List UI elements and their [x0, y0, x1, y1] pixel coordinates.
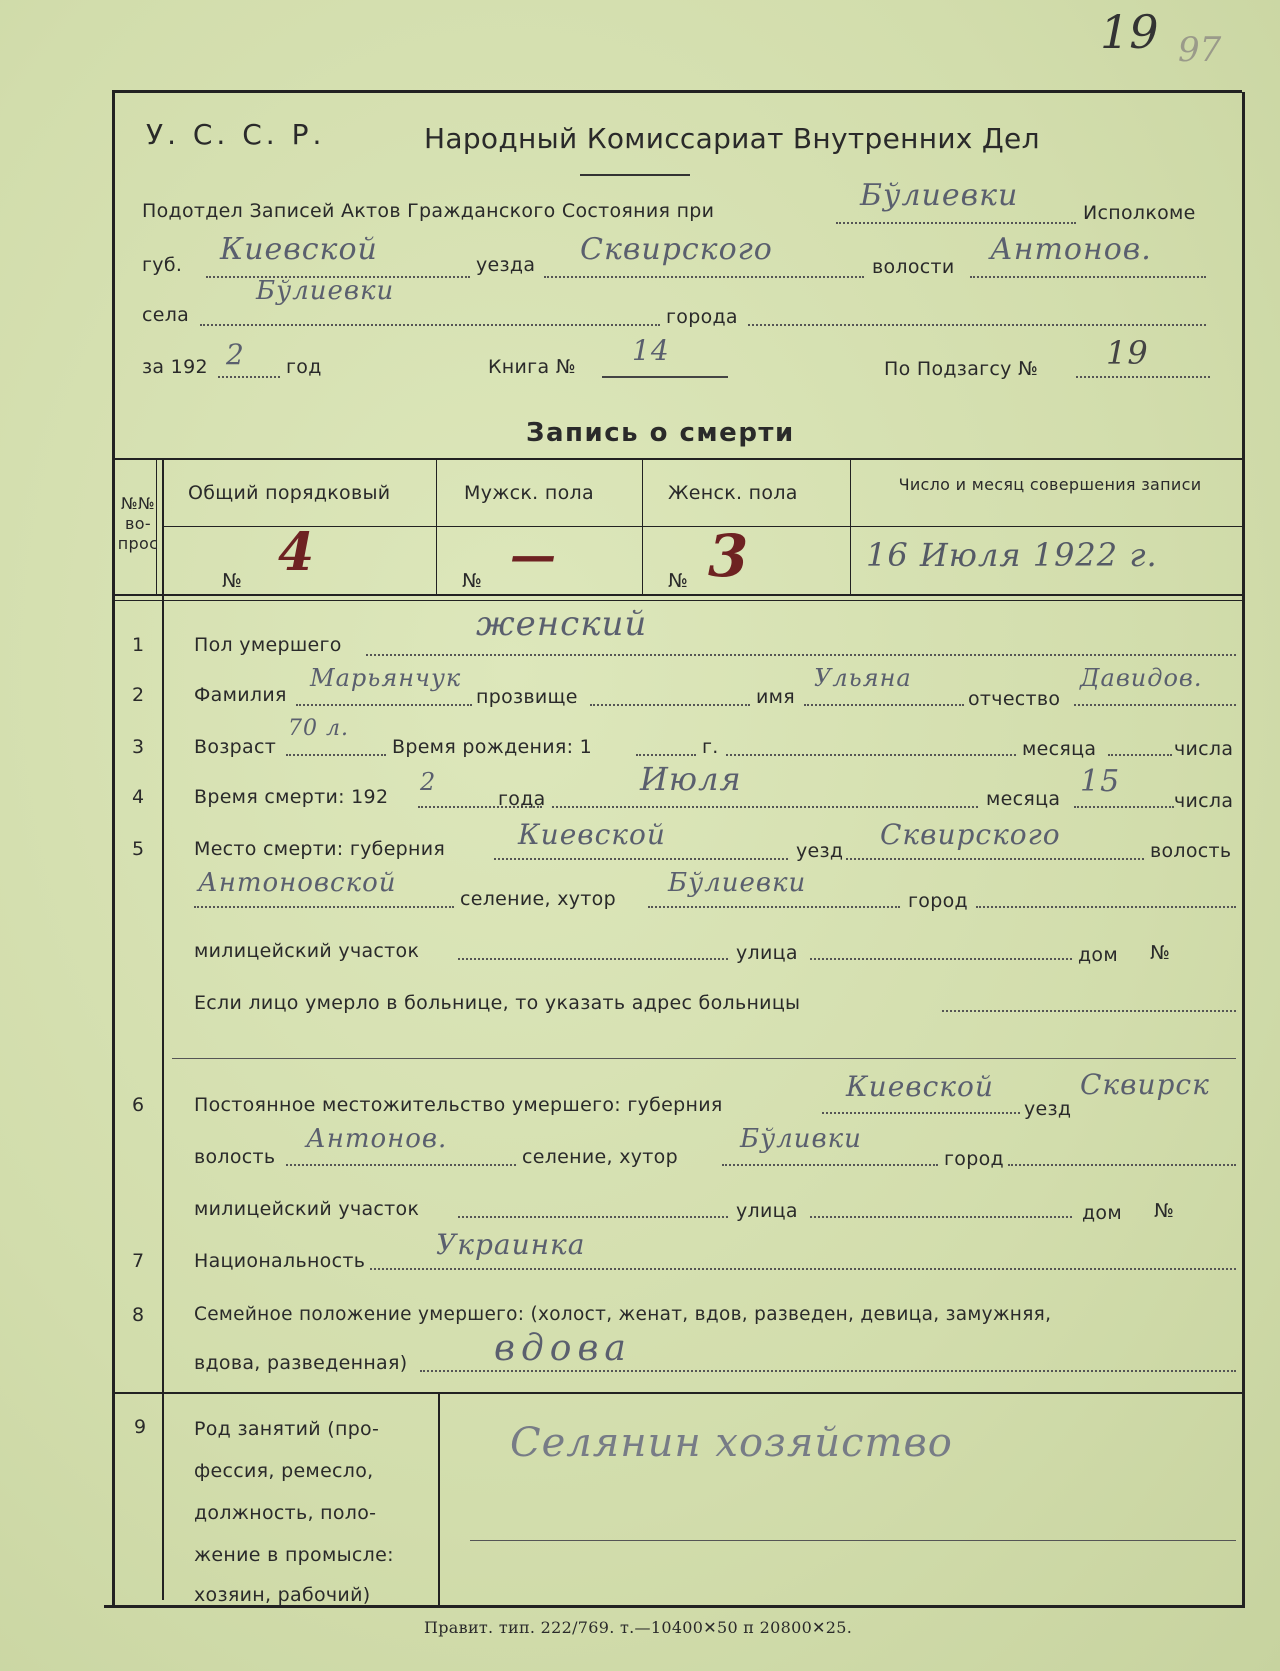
subdept-value: Бўлиевки — [860, 178, 1019, 213]
selo-field-line — [200, 324, 660, 326]
gorod-header-label: города — [666, 306, 738, 328]
sex-label: Пол умершего — [194, 634, 342, 656]
death-selenie-value: Бўлиевки — [668, 868, 807, 898]
surname-label: Фамилия — [194, 684, 287, 706]
selo-value: Бўлиевки — [256, 276, 395, 306]
death-police-label: милицейский участок — [194, 940, 420, 962]
row-number: 4 — [132, 786, 145, 808]
col-question-header: №№ во- прос — [117, 494, 159, 553]
name-field-line — [804, 704, 964, 706]
executive-label: Исполкоме — [1083, 202, 1196, 224]
podzags-field-line — [1076, 376, 1210, 378]
death-gub-value: Киевской — [518, 818, 666, 851]
sex-value: женский — [476, 604, 648, 644]
death-day-label: числа — [1174, 790, 1234, 812]
res-street-label: улица — [736, 1200, 798, 1222]
res-selenie-value: Бўливки — [740, 1124, 862, 1154]
table-col-line-2 — [436, 458, 437, 594]
death-month-label: месяца — [986, 788, 1061, 810]
book-field-line — [602, 376, 728, 378]
volost-header-field-line — [970, 276, 1206, 278]
total-value: 4 — [278, 522, 315, 583]
res-house-label: дом — [1082, 1202, 1122, 1224]
occupation-line — [470, 1540, 1236, 1541]
male-no-label: № — [462, 570, 483, 592]
birth-month-label: месяца — [1022, 738, 1097, 760]
male-value: — — [510, 528, 556, 582]
res-house-no-sign: № — [1154, 1200, 1175, 1222]
res-volost-value: Антонов. — [306, 1124, 448, 1154]
nationality-label: Национальность — [194, 1250, 366, 1272]
female-no-label: № — [668, 570, 689, 592]
res-volost-label: волость — [194, 1146, 276, 1168]
res-gorod-label: город — [944, 1148, 1004, 1170]
occupation-label-2: фессия, ремесло, — [194, 1460, 374, 1482]
birth-g-label: г. — [702, 736, 719, 758]
death-uezd-value: Сквирского — [880, 818, 1061, 851]
age-label: Возраст — [194, 736, 277, 758]
table-bottom-line — [112, 594, 1244, 596]
year-value: 2 — [226, 338, 245, 371]
table-col-line-3 — [642, 458, 643, 594]
death-day-field-line — [1074, 806, 1174, 808]
name-value: Ульяна — [814, 664, 912, 692]
table-col-line-4 — [850, 458, 851, 594]
table-bottom-line-2 — [112, 600, 1244, 601]
death-uezd-label: уезд — [796, 840, 844, 862]
death-gorod-field-line — [976, 906, 1236, 908]
death-street-label: улица — [736, 942, 798, 964]
birth-day-label: числа — [1174, 738, 1234, 760]
death-volost-field-line — [194, 906, 454, 908]
res-gub-value: Киевской — [846, 1070, 994, 1103]
occupation-label-3: должность, поло- — [194, 1502, 377, 1524]
archive-number: 19 — [1100, 5, 1159, 59]
col-date-header: Число и месяц совершения записи — [898, 475, 1202, 494]
header-divider — [580, 174, 690, 176]
birth-day-field-line — [1108, 754, 1172, 756]
marital-label: Семейное положение умершего: (холост, женат, вдов, разведен, девица, замужняя, — [194, 1304, 1052, 1325]
marital-value: вдова — [494, 1328, 632, 1369]
res-street-field-line — [810, 1216, 1072, 1218]
subdept-field-line — [836, 222, 1076, 224]
frame-left — [112, 92, 115, 1608]
occupation-label-4: жение в промысле: — [194, 1544, 394, 1566]
marital-field-line — [420, 1370, 1236, 1372]
death-selenie-field-line — [648, 906, 900, 908]
table-top-line — [112, 458, 1244, 460]
res-uezd-label: уезд — [1024, 1098, 1072, 1120]
death-year-value: 2 — [420, 768, 437, 796]
hospital-field-line — [942, 1010, 1236, 1012]
res-police-field-line — [458, 1216, 728, 1218]
row-number: 2 — [132, 684, 145, 706]
top-rule — [112, 90, 1242, 93]
sex-field-line — [366, 654, 1236, 656]
patronymic-label: отчество — [968, 688, 1061, 710]
death-police-field-line — [458, 958, 728, 960]
marital-label-2: вдова, разведенная) — [194, 1352, 408, 1374]
printer-footer: Правит. тип. 222/769. т.—10400✕50 п 20800✕25. — [424, 1618, 853, 1637]
year-label-prefix: за 192 — [142, 356, 208, 378]
podzags-value: 19 — [1106, 334, 1149, 372]
death-month-field-line — [552, 806, 978, 808]
occupation-col-line — [438, 1394, 440, 1606]
uezd-header-value: Сквирского — [580, 232, 773, 267]
form-title: Запись о смерти — [526, 418, 795, 448]
death-place-label: Место смерти: губерния — [194, 838, 446, 860]
selo-label: села — [142, 304, 190, 326]
death-gub-field-line — [494, 858, 788, 860]
surname-field-line — [296, 704, 472, 706]
birth-month-field-line — [726, 754, 1016, 756]
gub-label: губ. — [142, 254, 183, 276]
res-gub-field-line — [822, 1112, 1020, 1114]
subdept-label: Подотдел Записей Актов Гражданского Состояния при — [142, 200, 715, 222]
row-number: 7 — [132, 1250, 145, 1272]
name-label: имя — [756, 686, 796, 708]
death-label: Время смерти: 192 — [194, 786, 389, 808]
occupation-value: Селянин хозяйство — [510, 1420, 953, 1466]
uezd-header-label: уезда — [476, 254, 536, 276]
hospital-label: Если лицо умерло в больнице, то указать адрес больницы — [194, 992, 801, 1014]
year-label-suffix: год — [286, 356, 322, 378]
row-number: 6 — [132, 1094, 145, 1116]
row-number: 9 — [134, 1416, 147, 1438]
death-house-no-sign: № — [1150, 942, 1171, 964]
death-volost-value: Антоновской — [198, 868, 397, 898]
row-number: 1 — [132, 634, 145, 656]
residence-label: Постоянное местожительство умершего: губерния — [194, 1094, 723, 1116]
book-label: Книга № — [488, 356, 576, 378]
res-gorod-field-line — [1008, 1164, 1236, 1166]
book-value: 14 — [632, 334, 670, 367]
death-street-field-line — [810, 958, 1072, 960]
total-no-label: № — [222, 570, 243, 592]
table-header-line — [164, 526, 1244, 527]
female-value: 3 — [708, 522, 749, 590]
row-number: 3 — [132, 736, 145, 758]
row-number: 8 — [132, 1304, 145, 1326]
age-value: 70 л. — [288, 716, 349, 741]
year-field-line — [218, 376, 280, 378]
patronymic-value: Давидов. — [1080, 664, 1203, 692]
age-field-line — [286, 754, 386, 756]
table-col-line-1 — [162, 458, 164, 1600]
gub-value: Киевской — [220, 232, 378, 267]
birth-year-field-line — [636, 754, 696, 756]
death-uezd-field-line — [846, 858, 1144, 860]
occupation-top-line — [112, 1392, 1244, 1394]
death-year-word: года — [498, 788, 546, 810]
nickname-field-line — [590, 704, 750, 706]
col-male-header: Мужск. пола — [464, 482, 594, 504]
birth-label: Время рождения: 1 — [392, 736, 593, 758]
col-female-header: Женск. пола — [668, 482, 798, 504]
res-selenie-field-line — [722, 1164, 938, 1166]
gorod-header-field-line — [748, 324, 1206, 326]
death-volost-label: волость — [1150, 840, 1232, 862]
row-number: 5 — [132, 838, 145, 860]
res-uezd-value: Сквирск — [1080, 1068, 1210, 1101]
death-house-label: дом — [1078, 944, 1118, 966]
occupation-label-5: хозяин, рабочий) — [194, 1584, 371, 1606]
nationality-value: Украинка — [436, 1228, 586, 1261]
death-selenie-label: селение, хутор — [460, 888, 616, 910]
col-total-header: Общий порядковый — [188, 482, 391, 504]
occupation-label-1: Род занятий (про- — [194, 1418, 380, 1440]
record-date-value: 16 Июля 1922 г. — [866, 536, 1158, 574]
res-police-label: милицейский участок — [194, 1198, 420, 1220]
archive-number-faded: 97 — [1178, 30, 1222, 70]
nationality-field-line — [370, 1268, 1236, 1270]
ussr-label: У. С. С. Р. — [146, 118, 326, 151]
surname-value: Марьянчук — [310, 664, 462, 692]
frame-right — [1242, 92, 1245, 1608]
nickname-label: прозвище — [476, 686, 578, 708]
death-day-value: 15 — [1080, 764, 1121, 799]
ministry-title: Народный Комиссариат Внутренних Дел — [424, 122, 1040, 155]
res-volost-field-line — [286, 1164, 516, 1166]
death-gorod-label: город — [908, 890, 968, 912]
podzags-label: По Подзагсу № — [884, 358, 1039, 380]
section-divider — [172, 1058, 1236, 1059]
patronymic-field-line — [1074, 704, 1236, 706]
volost-header-label: волости — [872, 256, 955, 278]
volost-header-value: Антонов. — [990, 232, 1152, 267]
uezd-header-field-line — [544, 276, 864, 278]
res-selenie-label: селение, хутор — [522, 1146, 678, 1168]
death-month-value: Июля — [640, 760, 742, 798]
